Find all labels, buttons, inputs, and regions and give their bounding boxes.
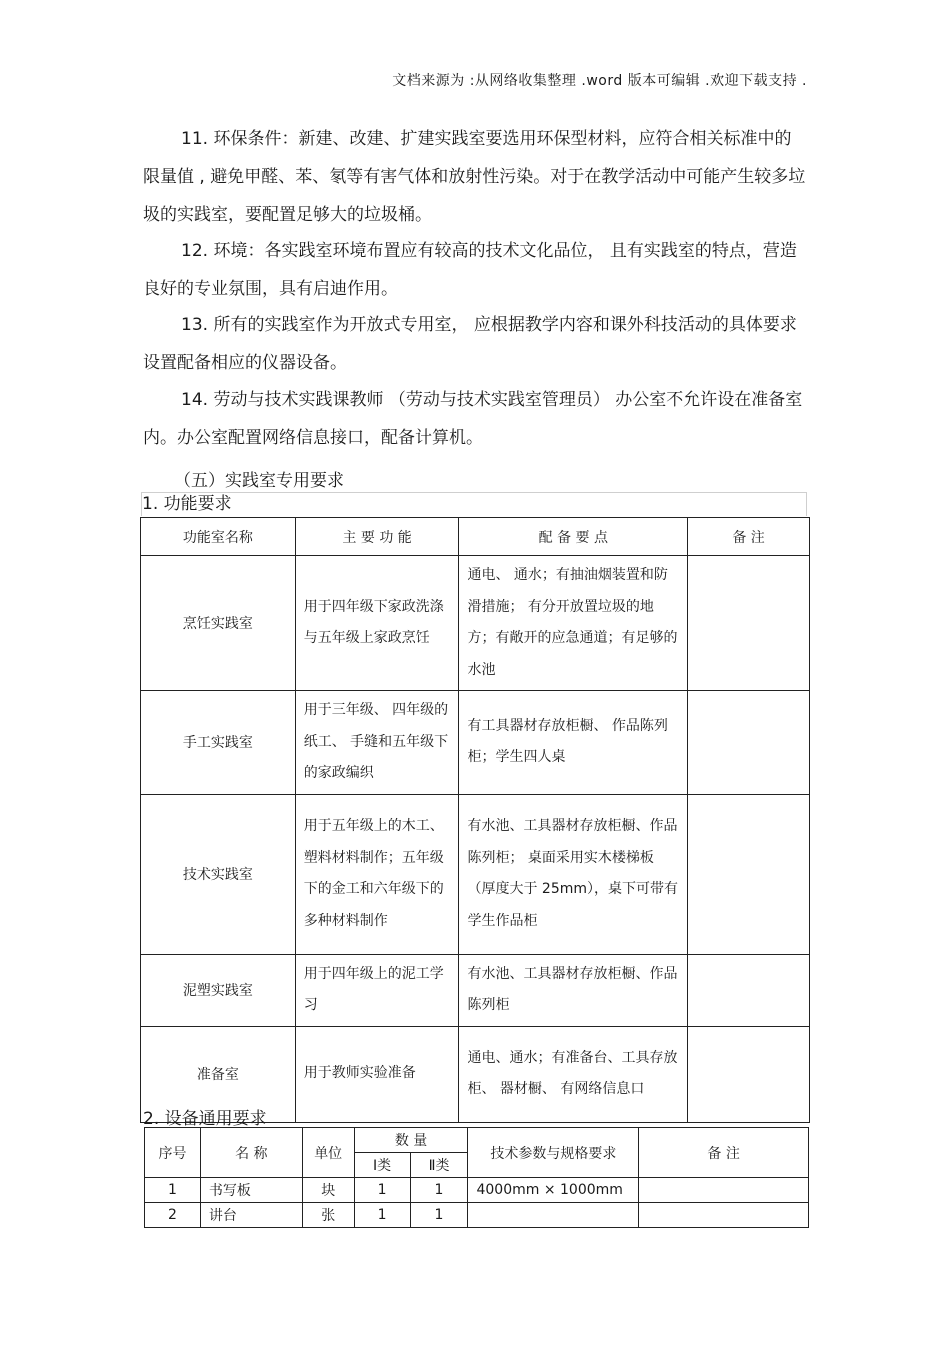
- header-room-name: 功能室名称: [141, 518, 296, 556]
- table-header-row: [145, 1128, 809, 1153]
- row-unit: 张: [302, 1203, 354, 1228]
- function-requirements-table: [140, 517, 810, 1123]
- paragraph-13: 13. 所有的实践室作为开放式专用室， 应根据教学内容和课外科技活动的具体要求设置配备相应的仪器设备。: [143, 315, 797, 373]
- room-requirements: 通电、 通水；有抽油烟装置和防滑措施； 有分开放置垃圾的地方；有敞开的应急通道；有足够的水池: [459, 556, 688, 691]
- header-spec: 技术参数与规格要求: [468, 1128, 639, 1178]
- row-name: 书写板: [200, 1178, 302, 1203]
- room-name: 技术实践室: [141, 794, 296, 954]
- row-note: [639, 1203, 809, 1228]
- header-main-function: 主 要 功 能: [295, 518, 459, 556]
- row-note: [639, 1178, 809, 1203]
- room-note: [688, 556, 810, 691]
- room-name: 泥塑实践室: [141, 954, 296, 1026]
- room-requirements: 有水池、工具器材存放柜橱、作品陈列柜； 桌面采用实木楼梯板（厚度大于 25mm），桌下可带有学生作品柜: [459, 794, 688, 954]
- table-row: [145, 1178, 809, 1203]
- paragraph-12: 12. 环境：各实践室环境布置应有较高的技术文化品位， 且有实践室的特点，营造良好的专业氛围，具有启迪作用。: [143, 241, 797, 299]
- page-header: 文档来源为 :从网络收集整理 .word 版本可编辑 .欢迎下载支持 .: [392, 73, 807, 89]
- header-unit: 单位: [302, 1128, 354, 1178]
- room-function: 用于教师实验准备: [295, 1026, 459, 1122]
- room-requirements: 有水池、工具器材存放柜橱、作品陈列柜: [459, 954, 688, 1026]
- table-row: [145, 1203, 809, 1228]
- row-name: 讲台: [200, 1203, 302, 1228]
- table2-label: 2. 设备通用要求: [143, 1109, 267, 1129]
- room-name: 准备室: [141, 1026, 296, 1122]
- room-note: [688, 691, 810, 795]
- room-requirements: 通电、通水；有准备台、工具存放柜、 器材橱、 有网络信息口: [459, 1026, 688, 1122]
- header-seq: 序号: [145, 1128, 201, 1178]
- room-function: 用于四年级上的泥工学习: [295, 954, 459, 1026]
- row-qty-2: 1: [410, 1203, 468, 1228]
- row-seq: 2: [145, 1203, 201, 1228]
- row-seq: 1: [145, 1178, 201, 1203]
- row-spec: 4000mm × 1000mm: [468, 1178, 639, 1203]
- paragraph-14: 14. 劳动与技术实践课教师 （劳动与技术实践室管理员） 办公室不允许设在准备室内。办公室配置网络信息接口，配备计算机。: [143, 390, 803, 448]
- row-unit: 块: [302, 1178, 354, 1203]
- header-equipment-points: 配 备 要 点: [459, 518, 688, 556]
- room-name: 烹饪实践室: [141, 556, 296, 691]
- room-name: 手工实践室: [141, 691, 296, 795]
- table-header-row: [141, 518, 810, 556]
- room-note: [688, 1026, 810, 1122]
- section-title: （五）实践室专用要求: [174, 471, 344, 491]
- room-function: 用于四年级下家政洗涤与五年级上家政烹饪: [295, 556, 459, 691]
- room-note: [688, 794, 810, 954]
- room-function: 用于五年级上的木工、塑料材料制作；五年级下的金工和六年级下的多种材料制作: [295, 794, 459, 954]
- header-name: 名 称: [200, 1128, 302, 1178]
- room-function: 用于三年级、 四年级的纸工、 手缝和五年级下的家政编织: [295, 691, 459, 795]
- table-row: [141, 556, 810, 691]
- table-row: [141, 954, 810, 1026]
- room-requirements: 有工具器材存放柜橱、 作品陈列柜；学生四人桌: [459, 691, 688, 795]
- equipment-requirements-table: [144, 1127, 809, 1228]
- header-quantity: 数 量: [354, 1128, 468, 1153]
- paragraph-11: 11. 环保条件：新建、改建、扩建实践室要选用环保型材料，应符合相关标准中的限量值 , 避免甲醛、苯、氡等有害气体和放射性污染。对于在教学活动中可能产生较多垃圾的实践室，要配置足够大的垃圾桶。: [143, 129, 806, 225]
- row-qty-2: 1: [410, 1178, 468, 1203]
- table-row: [141, 794, 810, 954]
- table1-label: 1. 功能要求: [141, 492, 807, 516]
- row-spec: [468, 1203, 639, 1228]
- header-class-1: Ⅰ类: [354, 1153, 410, 1178]
- header-note: 备 注: [639, 1128, 809, 1178]
- table-row: [141, 691, 810, 795]
- room-note: [688, 954, 810, 1026]
- header-remarks: 备 注: [688, 518, 810, 556]
- row-qty-1: 1: [354, 1203, 410, 1228]
- row-qty-1: 1: [354, 1178, 410, 1203]
- header-class-2: Ⅱ类: [410, 1153, 468, 1178]
